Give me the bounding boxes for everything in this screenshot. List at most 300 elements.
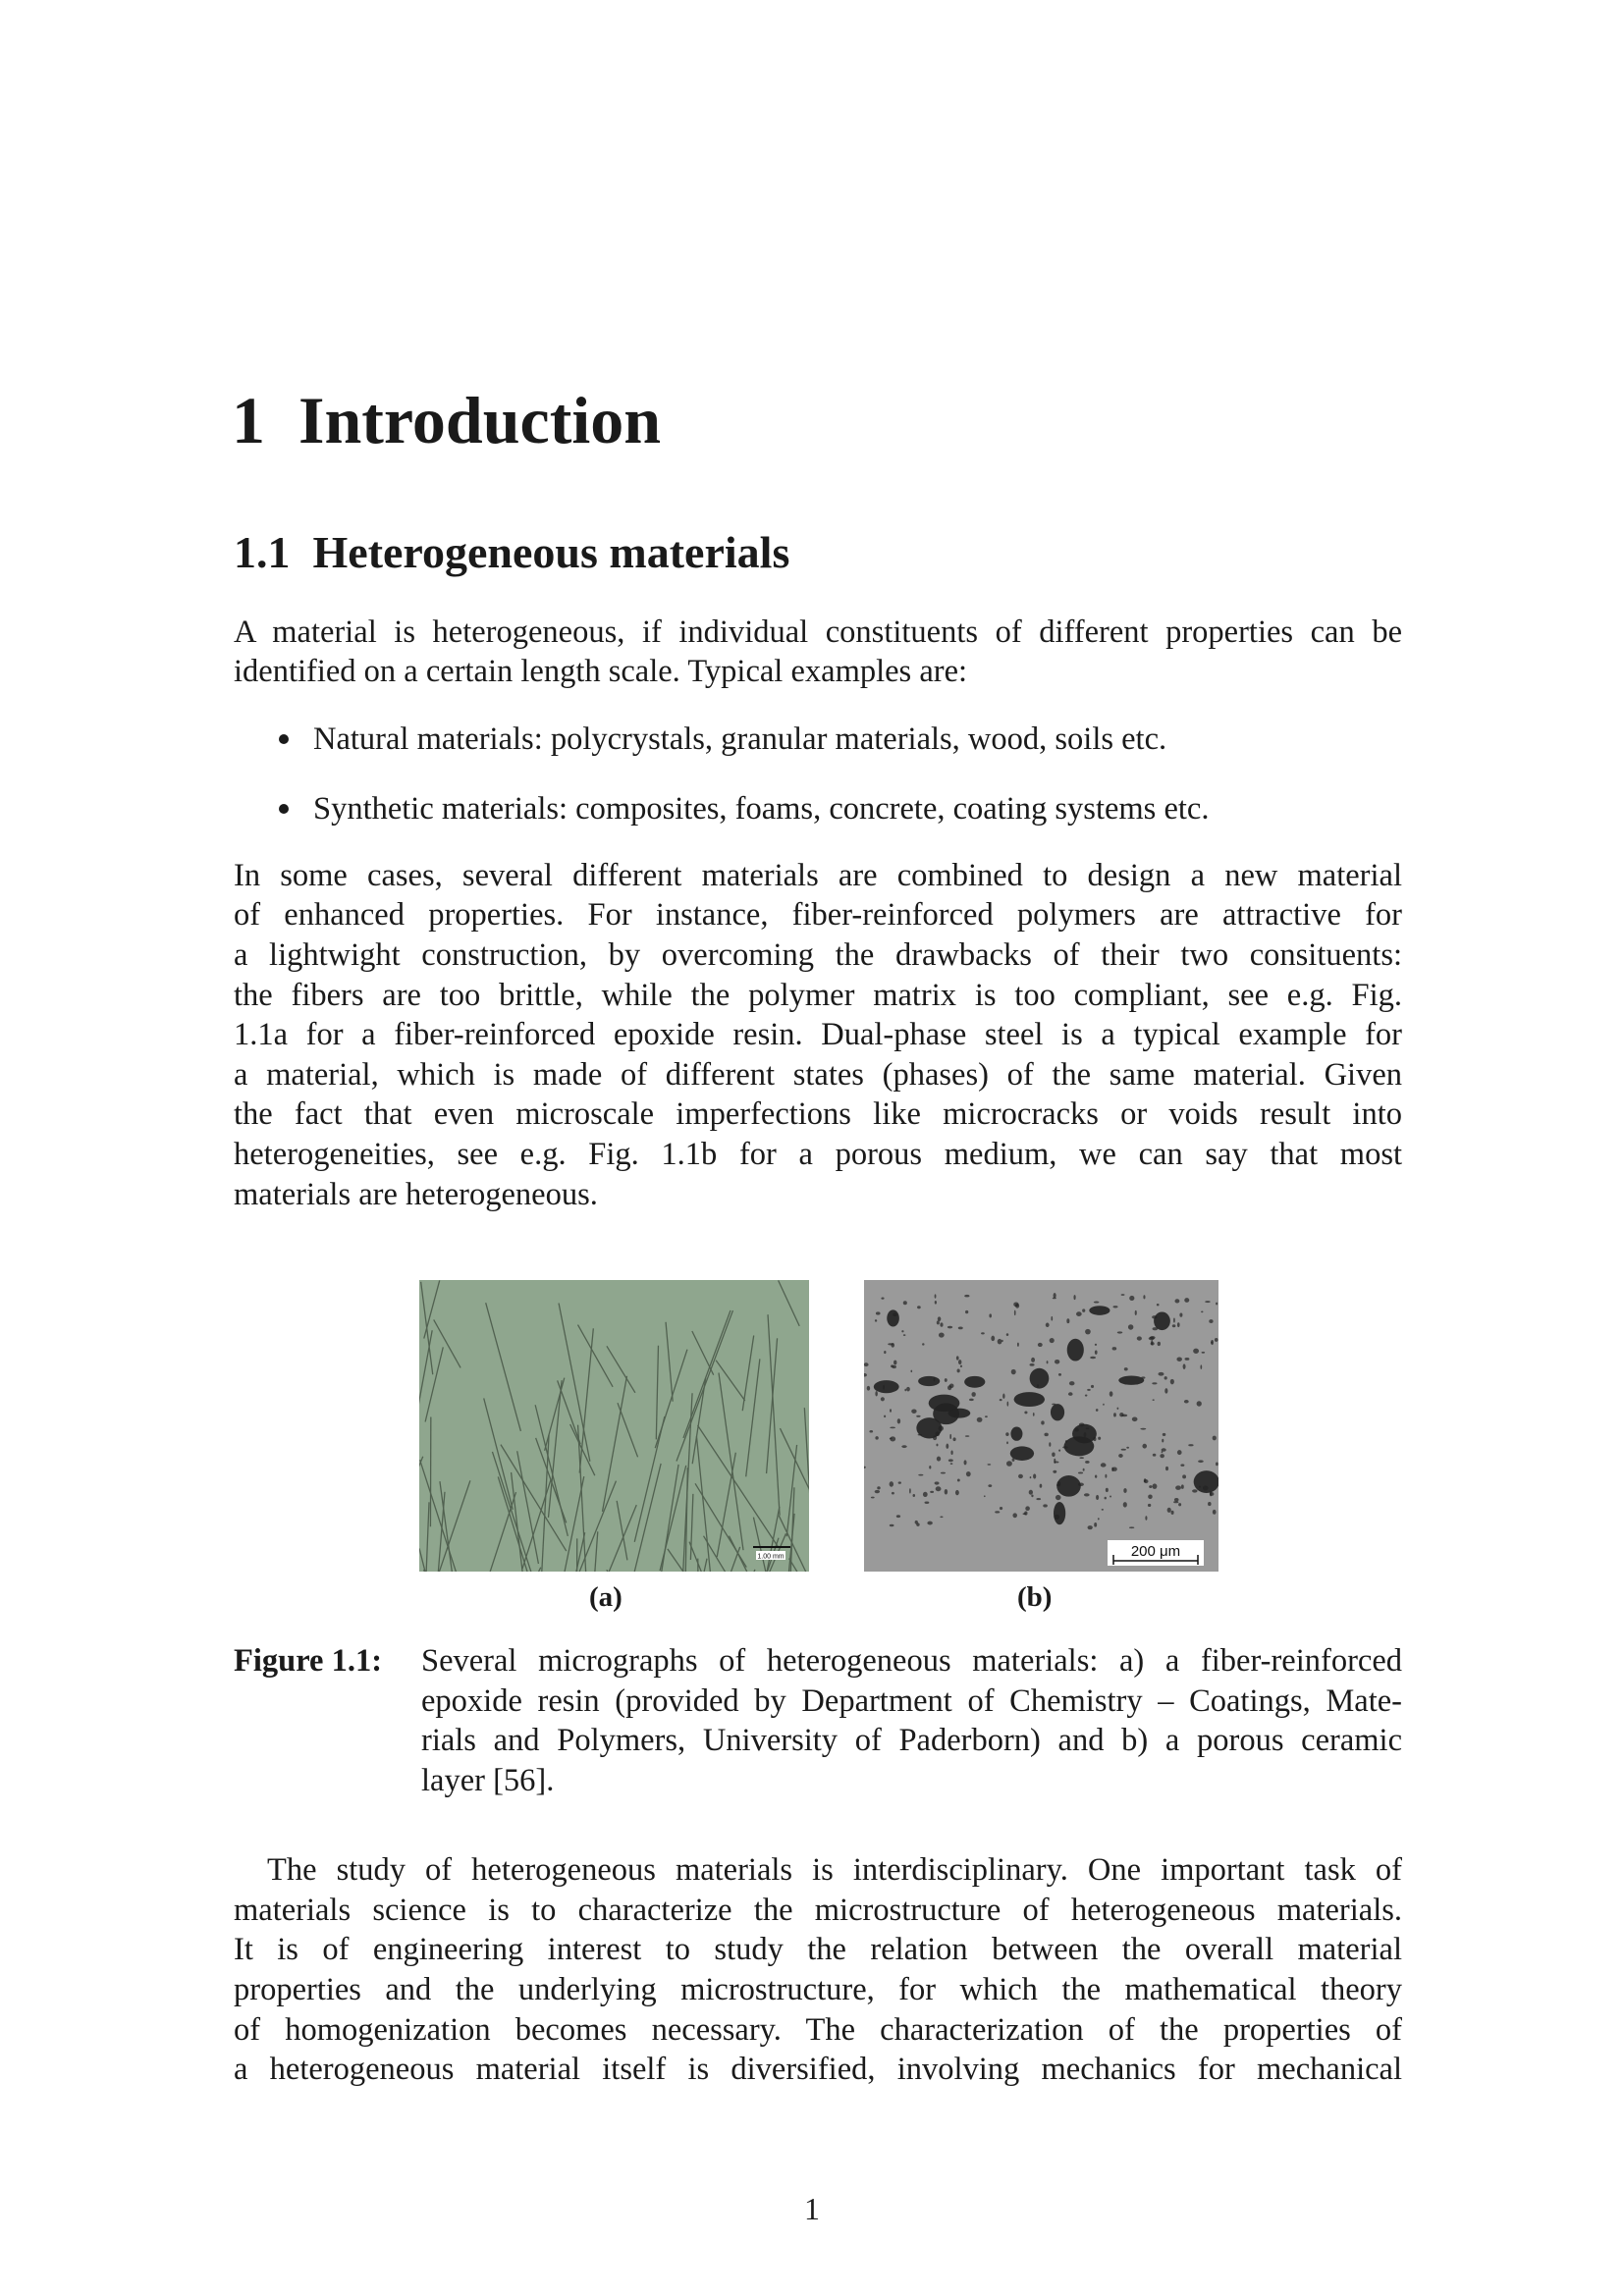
text-line: The study of heterogeneous materials is interdisciplinary. One important task of — [267, 1852, 1402, 1888]
text-line: heterogeneities, see e.g. Fig. 1.1b for a porous medium, we can say that most — [234, 1137, 1402, 1172]
pore — [1056, 1495, 1061, 1500]
pore — [1101, 1463, 1107, 1467]
pore — [1116, 1408, 1118, 1410]
pore — [964, 1295, 969, 1298]
pore — [1153, 1327, 1159, 1330]
pore — [1185, 1358, 1190, 1361]
pore — [936, 1486, 942, 1491]
pore — [1054, 1462, 1058, 1464]
pore — [1085, 1329, 1091, 1335]
pore — [1181, 1484, 1184, 1489]
pore — [1132, 1417, 1138, 1422]
caption-line: epoxide resin (provided by Department of Chemistry – Coatings, Mate- — [421, 1683, 1402, 1719]
pore — [1051, 1316, 1053, 1321]
text-line: a lightwight construction, by overcoming the drawbacks of their two consituents: — [234, 937, 1402, 973]
pore — [1068, 1392, 1073, 1396]
pore — [1183, 1363, 1186, 1368]
pore — [971, 1392, 975, 1397]
pore — [950, 1463, 953, 1465]
pore — [1024, 1411, 1027, 1414]
pore — [957, 1368, 960, 1372]
pore — [1006, 1333, 1008, 1336]
pore — [935, 1301, 937, 1305]
pore — [1121, 1294, 1125, 1296]
pore — [1089, 1306, 1110, 1315]
pore — [1055, 1360, 1059, 1363]
pore — [922, 1343, 924, 1345]
pore — [948, 1459, 953, 1462]
pore — [1194, 1470, 1218, 1493]
text-line: materials science is to characterize the microstructure of heterogeneous materials. — [234, 1893, 1402, 1928]
pore — [903, 1334, 906, 1336]
pore — [1085, 1395, 1087, 1397]
text-line: the fact that even microscale imperfections like microcracks or voids result into — [234, 1096, 1402, 1132]
pore — [958, 1360, 961, 1364]
pore — [1129, 1526, 1134, 1528]
pore — [1121, 1449, 1126, 1451]
pore — [1094, 1302, 1100, 1304]
text-line: properties and the underlying microstructure, for which the mathematical theory — [234, 1972, 1402, 2007]
pore — [930, 1491, 934, 1493]
pore — [1193, 1349, 1199, 1354]
pore — [1091, 1385, 1094, 1388]
pore — [953, 1437, 956, 1441]
pore — [939, 1332, 945, 1337]
pore — [1082, 1308, 1085, 1311]
pore — [1148, 1494, 1153, 1499]
pore — [875, 1391, 878, 1396]
pore — [1215, 1338, 1218, 1342]
pore — [904, 1389, 906, 1392]
pore — [1105, 1497, 1107, 1500]
pore — [913, 1494, 916, 1497]
pore — [1038, 1343, 1043, 1347]
pore — [1175, 1485, 1181, 1490]
text-line: the fibers are too brittle, while the polymer matrix is too compliant, see e.g. Fig. — [234, 978, 1402, 1013]
pore — [1177, 1450, 1182, 1455]
pore — [1213, 1510, 1217, 1515]
pore — [1179, 1313, 1182, 1317]
pore — [925, 1502, 930, 1504]
pore — [1210, 1491, 1212, 1496]
pore — [875, 1319, 877, 1322]
pore — [1153, 1454, 1157, 1457]
pore — [1024, 1512, 1027, 1516]
pore — [1018, 1474, 1023, 1478]
pore — [1069, 1381, 1075, 1385]
list-item: Synthetic materials: composites, foams, concrete, coating systems etc. — [313, 791, 1210, 827]
pore — [1076, 1311, 1082, 1316]
scale-bar-label: 1.00 mm — [757, 1553, 785, 1561]
pore — [985, 1415, 988, 1417]
pore — [898, 1481, 901, 1483]
pore — [923, 1492, 928, 1497]
pore — [1066, 1318, 1069, 1323]
pore — [1054, 1502, 1065, 1524]
pore — [964, 1376, 985, 1388]
pore — [1098, 1518, 1100, 1520]
pore — [958, 1326, 963, 1329]
pore — [1094, 1522, 1097, 1527]
pore — [893, 1312, 896, 1316]
pore — [1105, 1474, 1107, 1478]
pore — [955, 1490, 959, 1495]
pore — [1095, 1475, 1097, 1478]
caption-line: rials and Polymers, University of Paderborn) and b) a porous ceramic — [421, 1723, 1402, 1758]
bullet-icon — [279, 734, 289, 744]
pore — [1157, 1304, 1160, 1306]
subfigure-label-b: (b) — [1017, 1581, 1053, 1613]
pore — [1043, 1504, 1048, 1507]
pore — [1144, 1478, 1147, 1482]
pore — [1056, 1484, 1060, 1486]
pore — [1098, 1437, 1101, 1440]
pore — [890, 1524, 894, 1526]
pore — [1174, 1498, 1179, 1502]
pore — [1141, 1376, 1145, 1378]
pore — [1167, 1508, 1171, 1513]
pore — [1162, 1451, 1164, 1453]
pore — [1112, 1306, 1117, 1308]
pore — [969, 1399, 974, 1402]
pore — [991, 1336, 995, 1341]
pore — [1184, 1298, 1189, 1303]
pore — [949, 1434, 951, 1439]
pore — [1011, 1369, 1016, 1374]
text-line: A material is heterogeneous, if individual constituents of different properties can be — [234, 614, 1402, 650]
pore — [1170, 1379, 1174, 1385]
text-line: a heterogeneous material itself is diversified, involving mechanics for mechanical — [234, 2052, 1402, 2087]
pore — [1137, 1336, 1142, 1340]
pore — [1051, 1404, 1064, 1420]
pore — [901, 1445, 906, 1448]
pore — [891, 1364, 893, 1367]
list-item: Natural materials: polycrystals, granular materials, wood, soils etc. — [313, 721, 1167, 757]
pore — [1012, 1513, 1017, 1518]
chapter-title: 1 Introduction — [232, 383, 662, 457]
pore — [1029, 1363, 1034, 1366]
pore — [1171, 1511, 1174, 1515]
pore — [1103, 1404, 1105, 1406]
text-line: materials are heterogeneous. — [234, 1177, 598, 1212]
pore — [1118, 1454, 1123, 1458]
pore — [966, 1471, 971, 1476]
text-line: of enhanced properties. For instance, fiber-reinforced polymers are attractive for — [234, 897, 1402, 933]
pore — [871, 1497, 875, 1499]
pore — [1030, 1368, 1050, 1389]
pore — [876, 1311, 881, 1314]
pore — [1158, 1372, 1164, 1376]
pore — [1085, 1461, 1090, 1464]
pore — [1188, 1444, 1193, 1446]
page-number: 1 — [804, 2191, 820, 2226]
pore — [1164, 1376, 1167, 1379]
pore — [890, 1436, 895, 1441]
pore — [1006, 1441, 1008, 1444]
pore — [1129, 1296, 1134, 1301]
pore — [1087, 1389, 1091, 1391]
pore — [938, 1316, 942, 1321]
pore — [987, 1464, 991, 1466]
pore — [1058, 1373, 1061, 1376]
pore — [1102, 1509, 1104, 1511]
pore — [1113, 1413, 1116, 1416]
pore — [1110, 1496, 1111, 1498]
pore — [1121, 1415, 1127, 1417]
pore — [1083, 1468, 1085, 1471]
pore — [929, 1466, 931, 1469]
pore — [946, 1444, 948, 1449]
pore — [1213, 1436, 1217, 1441]
pore — [1031, 1358, 1035, 1362]
pore — [910, 1370, 912, 1372]
pore — [1162, 1439, 1164, 1443]
text-line: 1.1a for a fiber-reinforced epoxide resin. Dual-phase steel is a typical example for — [234, 1017, 1402, 1052]
pore — [1200, 1364, 1202, 1369]
pore — [1140, 1428, 1146, 1430]
text-line: a material, which is made of different states (phases) of the same material. Given — [234, 1057, 1402, 1093]
caption-label: Figure 1.1: — [234, 1643, 383, 1679]
pore — [1014, 1392, 1045, 1407]
pore — [1072, 1424, 1097, 1444]
pore — [981, 1332, 985, 1334]
pore — [1067, 1339, 1084, 1362]
pore — [1184, 1400, 1189, 1404]
pore — [957, 1479, 960, 1482]
pore — [941, 1472, 946, 1474]
pore — [947, 1326, 952, 1329]
pore — [875, 1490, 880, 1493]
pore — [881, 1297, 884, 1299]
pore — [1053, 1298, 1056, 1300]
pore — [1152, 1315, 1158, 1318]
pore — [936, 1431, 941, 1436]
pore — [1126, 1447, 1129, 1449]
pore — [1163, 1433, 1166, 1436]
pore — [881, 1397, 885, 1401]
pore — [1078, 1483, 1084, 1487]
pore — [1123, 1488, 1126, 1493]
pore — [965, 1435, 969, 1437]
pore — [1216, 1303, 1218, 1306]
bullet-icon — [279, 804, 289, 814]
text-line: of homogenization becomes necessary. The characterization of the properties of — [234, 2012, 1402, 2048]
pore — [998, 1339, 1002, 1345]
pore — [901, 1330, 903, 1332]
pore — [1158, 1342, 1161, 1346]
pore — [1149, 1485, 1152, 1488]
pore — [1044, 1433, 1048, 1437]
pore — [1007, 1402, 1009, 1407]
pore — [1211, 1340, 1214, 1345]
pore — [945, 1378, 947, 1382]
pore — [1149, 1337, 1155, 1340]
pore — [1118, 1375, 1144, 1384]
pore — [1006, 1461, 1012, 1467]
pore — [935, 1481, 940, 1484]
pore — [1201, 1311, 1203, 1313]
pore — [1029, 1490, 1033, 1495]
pore — [1152, 1483, 1157, 1488]
pore — [1117, 1331, 1123, 1333]
pore — [1178, 1503, 1181, 1506]
pore — [939, 1425, 944, 1430]
pore — [1142, 1444, 1147, 1449]
pore — [1096, 1495, 1099, 1500]
pore — [960, 1365, 962, 1367]
pore — [1208, 1502, 1212, 1506]
pore — [890, 1481, 893, 1487]
pore — [1177, 1322, 1180, 1327]
pore — [903, 1301, 907, 1305]
pore — [1145, 1516, 1147, 1520]
pore — [1151, 1340, 1153, 1345]
text-line: In some cases, several different materials are combined to design a new material — [234, 858, 1402, 893]
pore — [875, 1436, 878, 1440]
pore — [1050, 1338, 1055, 1343]
pore — [1199, 1485, 1201, 1487]
pore — [1049, 1442, 1051, 1447]
pore — [1173, 1318, 1175, 1323]
pore — [1135, 1310, 1137, 1315]
pore — [911, 1409, 916, 1413]
pore — [1096, 1409, 1099, 1412]
pore — [1176, 1357, 1181, 1361]
pore — [897, 1418, 900, 1423]
pore — [1000, 1507, 1002, 1510]
pore — [918, 1474, 923, 1476]
pore — [1033, 1473, 1036, 1478]
pore — [1172, 1324, 1176, 1327]
pore — [1160, 1454, 1164, 1458]
pore — [927, 1522, 932, 1525]
pore — [888, 1343, 893, 1345]
pore — [1124, 1367, 1128, 1370]
pore — [995, 1511, 1000, 1513]
pore — [936, 1444, 938, 1447]
subfigure-label-a: (a) — [589, 1581, 623, 1613]
pore — [874, 1380, 899, 1393]
pore — [1052, 1453, 1055, 1457]
pore — [1056, 1475, 1081, 1497]
pore — [909, 1488, 911, 1493]
pore — [1040, 1484, 1043, 1488]
pore — [988, 1484, 992, 1487]
pore — [949, 1383, 954, 1387]
pore — [916, 1415, 920, 1417]
pore — [1000, 1399, 1002, 1401]
pore — [964, 1460, 967, 1465]
pore — [1073, 1295, 1075, 1300]
pore — [890, 1409, 892, 1413]
pore — [1164, 1388, 1167, 1393]
section-title: 1.1 Heterogeneous materials — [234, 527, 790, 577]
pore — [984, 1495, 986, 1497]
pore — [1090, 1357, 1096, 1359]
pore — [1112, 1347, 1117, 1350]
pore — [1202, 1352, 1206, 1354]
pore — [906, 1387, 910, 1392]
pore — [917, 1306, 921, 1308]
pore — [1054, 1515, 1059, 1520]
pore — [1110, 1391, 1113, 1397]
pore — [884, 1351, 886, 1354]
pore — [1198, 1460, 1204, 1463]
pore — [1143, 1295, 1145, 1299]
pore — [1046, 1323, 1050, 1327]
pore — [915, 1521, 918, 1524]
pore — [1036, 1498, 1041, 1500]
pore — [1205, 1301, 1211, 1303]
pore — [1078, 1472, 1083, 1474]
text-line: identified on a certain length scale. Typical examples are: — [234, 654, 968, 689]
pore — [1165, 1467, 1168, 1470]
caption-line: Several micrographs of heterogeneous materials: a) a fiber-reinforced — [421, 1643, 1402, 1679]
pore — [1216, 1462, 1218, 1466]
pore — [893, 1361, 896, 1365]
pore — [1010, 1426, 1022, 1440]
caption-line: layer [56]. — [421, 1763, 555, 1798]
pore — [1095, 1344, 1097, 1346]
pore — [977, 1417, 983, 1422]
pore — [1197, 1401, 1202, 1407]
pore — [935, 1294, 937, 1298]
pore — [1209, 1319, 1213, 1323]
pore — [1095, 1350, 1098, 1354]
pore — [890, 1427, 895, 1429]
pore — [1106, 1488, 1109, 1492]
pore — [1030, 1476, 1032, 1478]
micrograph-porous-ceramic — [864, 1280, 1218, 1572]
pore — [1014, 1310, 1016, 1316]
pore — [887, 1309, 899, 1326]
pore — [989, 1313, 992, 1317]
pore — [945, 1489, 947, 1495]
pore — [940, 1516, 943, 1518]
pore — [877, 1486, 880, 1489]
pore — [950, 1450, 952, 1455]
pore — [1025, 1506, 1030, 1511]
pore — [1047, 1361, 1049, 1363]
pore — [940, 1322, 943, 1326]
pore — [1182, 1474, 1186, 1478]
pore — [892, 1492, 894, 1495]
pore — [1041, 1420, 1045, 1424]
pore — [1152, 1382, 1157, 1384]
pore — [869, 1430, 873, 1433]
pore — [1112, 1468, 1117, 1471]
pore — [1174, 1299, 1179, 1303]
pore — [1053, 1470, 1056, 1473]
pore — [1153, 1399, 1155, 1401]
pore — [937, 1457, 941, 1462]
pore — [1005, 1432, 1008, 1436]
pore — [1079, 1457, 1084, 1459]
pore — [1173, 1501, 1178, 1503]
pore — [1148, 1504, 1151, 1507]
pore — [918, 1434, 922, 1436]
pore — [933, 1403, 959, 1424]
pore — [884, 1415, 886, 1417]
pore — [1084, 1493, 1090, 1496]
pore — [1002, 1394, 1004, 1399]
pore — [918, 1376, 940, 1386]
pore — [1013, 1302, 1018, 1307]
text-line: It is of engineering interest to study the relation between the overall material — [234, 1932, 1402, 1967]
pore — [1031, 1494, 1033, 1497]
pore — [1033, 1413, 1035, 1416]
pore — [1192, 1489, 1197, 1492]
